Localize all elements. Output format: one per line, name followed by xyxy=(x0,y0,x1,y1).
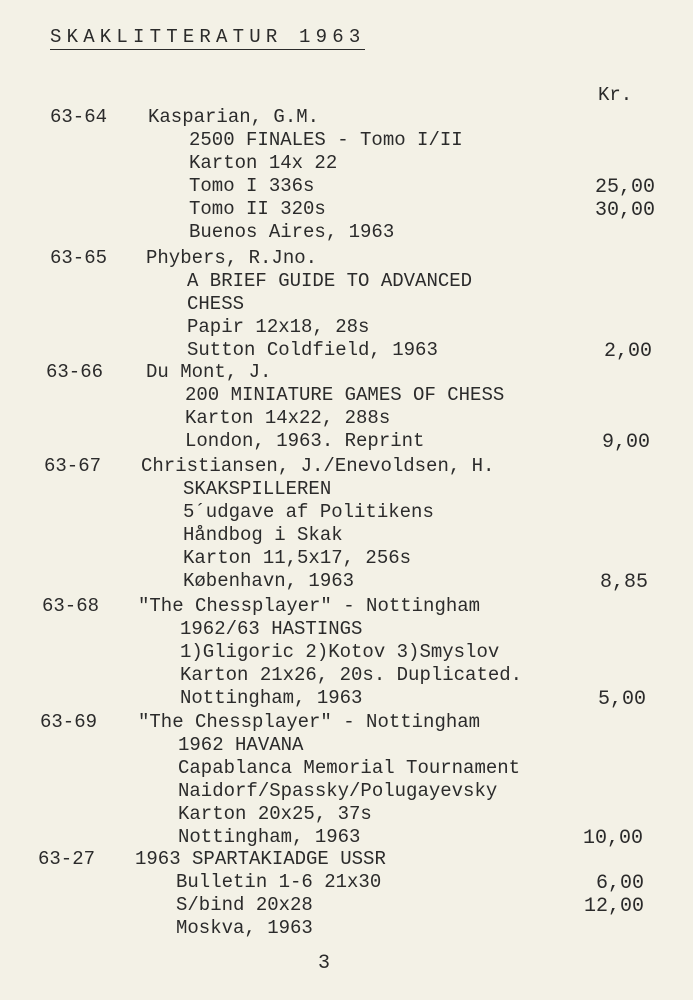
entry-price: 10,00 xyxy=(582,827,643,850)
entry-author: Du Mont, J. xyxy=(146,361,272,383)
entry-author: Christiansen, J./Enevoldsen, H. xyxy=(141,455,495,477)
entry-detail-line: Karton 14x 22 xyxy=(189,152,338,174)
entry-detail-line: 2500 FINALES - Tomo I/II xyxy=(189,129,463,151)
entry-detail-line: Bulletin 1-6 21x30 xyxy=(176,871,382,893)
entry-price: 30,00 xyxy=(594,199,655,222)
entry-detail-line: København, 1963 xyxy=(183,570,355,592)
entry-author: "The Chessplayer" - Nottingham xyxy=(138,711,481,733)
entry-author: Phybers, R.Jno. xyxy=(146,247,318,269)
entry-detail-line: Papir 12x18, 28s xyxy=(187,316,370,338)
entry-detail-line: Håndbog i Skak xyxy=(183,524,343,546)
entry-detail-line: 1962 HAVANA xyxy=(178,734,304,756)
entry-detail-line: London, 1963. Reprint xyxy=(185,430,425,452)
entry-author: "The Chessplayer" - Nottingham xyxy=(138,595,481,617)
entry-detail-line: 5´udgave af Politikens xyxy=(183,501,434,523)
entry-detail-line: SKAKSPILLEREN xyxy=(183,478,332,500)
entry-code: 63-65 xyxy=(50,247,108,269)
entry-price: 5,00 xyxy=(597,688,646,711)
entry-code: 63-68 xyxy=(42,595,100,617)
entry-detail-line: Karton 14x22, 288s xyxy=(185,407,391,429)
entry-detail-line: Karton 20x25, 37s xyxy=(178,803,372,825)
entry-detail-line: 1962/63 HASTINGS xyxy=(180,618,363,640)
entry-detail-line: Karton 11,5x17, 256s xyxy=(183,547,412,569)
entry-price: 8,85 xyxy=(599,571,648,594)
entry-author: Kasparian, G.M. xyxy=(148,106,320,128)
entry-code: 63-64 xyxy=(50,106,108,128)
entry-detail-line: Moskva, 1963 xyxy=(176,917,313,939)
entry-detail-line: Tomo II 320s xyxy=(189,198,326,220)
entry-price: 12,00 xyxy=(583,895,644,918)
currency-header: Kr. xyxy=(598,84,633,106)
entry-detail-line: S/bind 20x28 xyxy=(176,894,313,916)
entry-detail-line: Tomo I 336s xyxy=(189,175,315,197)
entry-detail-line: Nottingham, 1963 xyxy=(178,826,361,848)
entry-detail-line: 1)Gligoric 2)Kotov 3)Smyslov xyxy=(180,641,500,663)
entry-code: 63-27 xyxy=(38,848,96,870)
entry-price: 9,00 xyxy=(601,431,650,454)
entry-code: 63-69 xyxy=(40,711,98,733)
entry-detail-line: Naidorf/Spassky/Polugayevsky xyxy=(178,780,498,802)
entry-detail-line: 200 MINIATURE GAMES OF CHESS xyxy=(185,384,505,406)
entry-code: 63-66 xyxy=(46,361,104,383)
entry-detail-line: Karton 21x26, 20s. Duplicated. xyxy=(180,664,523,686)
entry-detail-line: Buenos Aires, 1963 xyxy=(189,221,395,243)
entry-detail-line: CHESS xyxy=(187,293,245,315)
page-number: 3 xyxy=(318,952,331,975)
entry-detail-line: Nottingham, 1963 xyxy=(180,687,363,709)
entry-detail-line: A BRIEF GUIDE TO ADVANCED xyxy=(187,270,473,292)
entry-price: 2,00 xyxy=(603,340,652,363)
entry-detail-line: Sutton Coldfield, 1963 xyxy=(187,339,438,361)
page-title: SKAKLITTERATUR 1963 xyxy=(50,26,366,48)
entry-author: 1963 SPARTAKIADGE USSR xyxy=(135,848,386,870)
entry-code: 63-67 xyxy=(44,455,102,477)
entry-price: 25,00 xyxy=(594,176,655,199)
entry-detail-line: Capablanca Memorial Tournament xyxy=(178,757,521,779)
entry-price: 6,00 xyxy=(595,872,644,895)
